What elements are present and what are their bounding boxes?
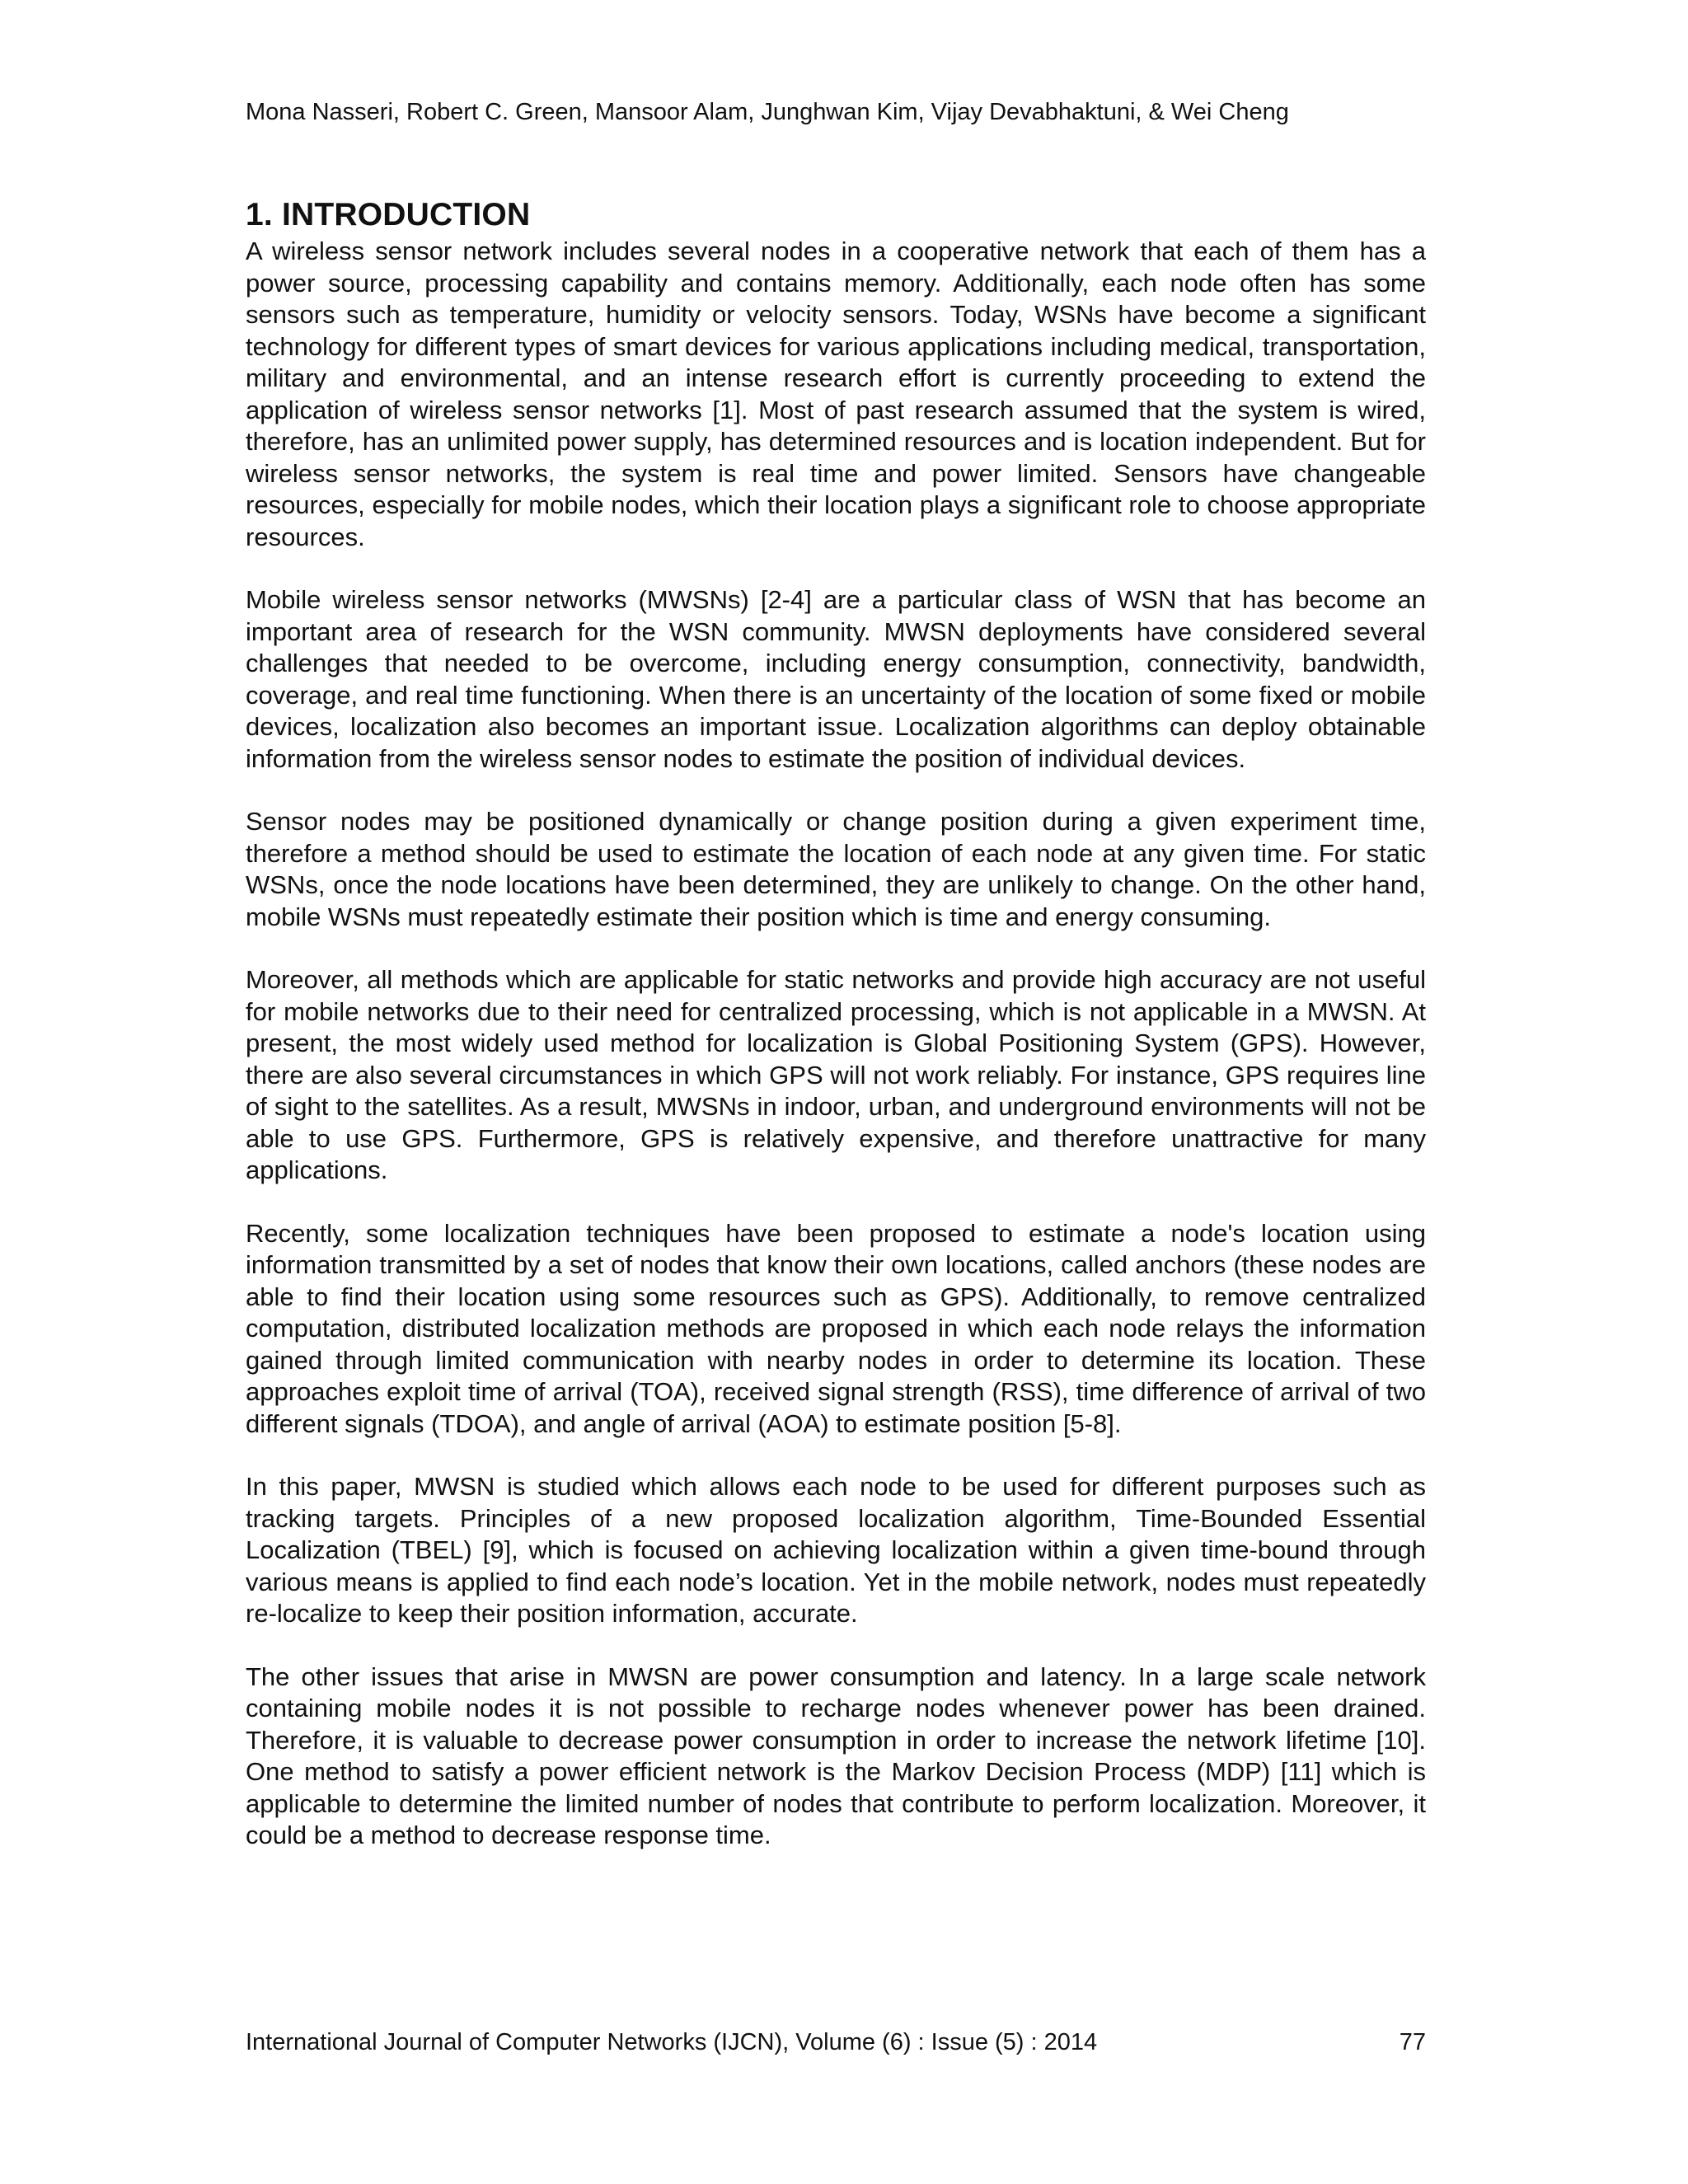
paragraph-7: The other issues that arise in MWSN are power consumption and latency. In a large scale network containing mobile nodes it is not possible to recharge nodes whenever power has been drained. Therefore, it is valuable to decrease power consumption in order to increase the network lifetime [10]. One method to satisfy a power efficient network is the Markov Decision Process (MDP) [11] which is applicable to determine the limited number of nodes that contribute to perform localization. Moreover, it could be a method to decrease response time. (246, 1661, 1426, 1849)
page-number: 77 (1399, 2029, 1426, 2055)
paragraph-2: Mobile wireless sensor networks (MWSNs) [2-4] are a particular class of WSN that has become an important area of research for the WSN community. MWSN deployments have considered several challenges that needed to be overcome, including energy consumption, connectivity, bandwidth, coverage, and real time functioning. When there is an uncertainty of the location of some fixed or mobile devices, localization also becomes an important issue. Localization algorithms can deploy obtainable information from the wireless sensor nodes to estimate the position of individual devices. (246, 585, 1426, 773)
paragraph-1: A wireless sensor network includes several nodes in a cooperative network that each of them has a power source, processing capability and contains memory. Additionally, each node often has some sensors such as temperature, humidity or velocity sensors. Today, WSNs have become a significant technology for different types of smart devices for various applications including medical, transportation, military and environmental, and an intense research effort is currently proceeding to extend the application of wireless sensor networks [1]. Most of past research assumed that the system is wired, therefore, has an unlimited power supply, has determined resources and is location independent. But for wireless sensor networks, the system is real time and power limited. Sensors have changeable resources, especially for mobile nodes, which their location plays a significant role to choose appropriate resources. (246, 237, 1426, 551)
footer-journal-citation: International Journal of Computer Networks (IJCN), Volume (6) : Issue (5) : 2014 (246, 2029, 1098, 2055)
paragraph-3: Sensor nodes may be positioned dynamically or change position during a given experiment time, therefore a method should be used to estimate the location of each node at any given time. For static WSNs, once the node locations have been determined, they are unlikely to change. On the other hand, mobile WSNs must repeatedly estimate their position which is time and energy consuming. (246, 807, 1426, 931)
paragraph-4: Moreover, all methods which are applicable for static networks and provide high accuracy are not useful for mobile networks due to their need for centralized processing, which is not applicable in a MWSN. At present, the most widely used method for localization is Global Positioning System (GPS). However, there are also several circumstances in which GPS will not work reliably. For instance, GPS requires line of sight to the satellites. As a result, MWSNs in indoor, urban, and underground environments will not be able to use GPS. Furthermore, GPS is relatively expensive, and therefore unattractive for many applications. (246, 965, 1426, 1184)
running-head-authors: Mona Nasseri, Robert C. Green, Mansoor Alam, Junghwan Kim, Vijay Devabhaktuni, & Wei Cheng (246, 99, 1289, 125)
article-body (246, 194, 1426, 1883)
section-heading: 1. INTRODUCTION (246, 197, 531, 232)
paragraph-5: Recently, some localization techniques have been proposed to estimate a node's location using information transmitted by a set of nodes that know their own locations, called anchors (these nodes are able to find their location using some resources such as GPS). Additionally, to remove centralized computation, distributed localization methods are proposed in which each node relays the information gained through limited communication with nearby nodes in order to determine its location. These approaches exploit time of arrival (TOA), received signal strength (RSS), time difference of arrival of two different signals (TDOA), and angle of arrival (AOA) to estimate position [5-8]. (246, 1218, 1426, 1438)
paragraph-6: In this paper, MWSN is studied which allows each node to be used for different purposes such as tracking targets. Principles of a new proposed localization algorithm, Time-Bounded Essential Localization (TBEL) [9], which is focused on achieving localization within a given time-bound through various means is applied to find each node’s location. Yet in the mobile network, nodes must repeatedly re-localize to keep their position information, accurate. (246, 1472, 1426, 1628)
